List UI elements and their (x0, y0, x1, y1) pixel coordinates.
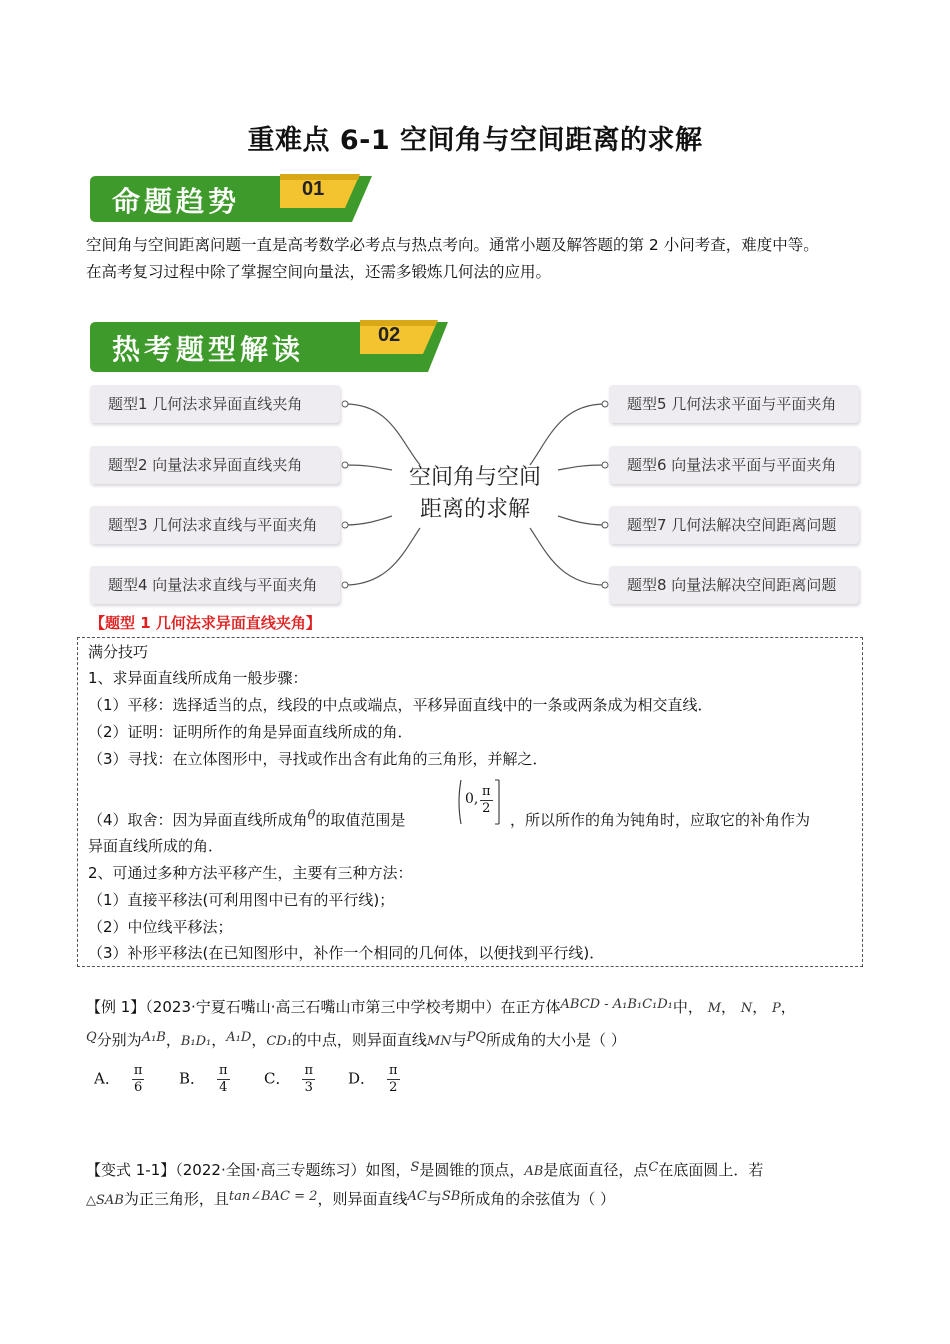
tips-line: （3）寻找：在立体图形中，寻找或作出含有此角的三角形，并解之． (88, 750, 548, 768)
mindmap-node-label: 题型3 几何法求直线与平面夹角 (108, 516, 318, 534)
option-d[interactable] (348, 1063, 400, 1096)
range-zero: 0, (465, 791, 479, 807)
point-C: C (648, 1160, 659, 1175)
point-Q: Q (86, 1030, 97, 1045)
variant1-line2 (86, 1189, 615, 1211)
seg-A1D: A₁D (226, 1030, 252, 1045)
seg-AB: AB (524, 1164, 544, 1179)
tips-text: 的取值范围是 (315, 811, 406, 829)
option-c[interactable] (264, 1063, 315, 1096)
variant1-line1 (86, 1160, 763, 1182)
frac-num: π (304, 1063, 314, 1078)
variant-text: 所成角的余弦值为（ ） (460, 1190, 616, 1208)
line-SB: SB (441, 1189, 461, 1204)
example1-line2 (86, 1030, 626, 1052)
range-fraction (480, 784, 493, 817)
tips-line: 2、可通过多种方法平移产生，主要有三种方法： (88, 864, 413, 882)
sep: ， (211, 1031, 227, 1049)
point-S: S (410, 1160, 420, 1175)
mindmap-node (90, 446, 340, 484)
seg-B1D1: B₁D₁ (180, 1034, 212, 1049)
tips-line: （2）中位线平移法； (88, 918, 233, 936)
frac-num: π (389, 1063, 398, 1078)
example-text: 与 (451, 1031, 467, 1049)
mindmap-node (609, 385, 859, 423)
variant-text: 是圆锥的顶点， (419, 1161, 525, 1179)
frac-den: 2 (482, 801, 491, 816)
variant-text: 在底面圆上．若 (658, 1161, 764, 1179)
frac-den: 6 (132, 1079, 145, 1096)
banner-number: 01 (302, 178, 325, 200)
intro-line: 在高考复习过程中除了掌握空间向量法，还需多锻炼几何法的应用。 (86, 263, 552, 281)
frac-den: 3 (302, 1079, 315, 1096)
tips-line: （2）证明：证明所作的角是异面直线所成的角． (88, 723, 413, 741)
option-fraction (132, 1063, 145, 1096)
mindmap-node (90, 566, 340, 604)
tips-text: （4）取舍：因为异面直线所成角 (88, 811, 308, 829)
option-a[interactable] (94, 1063, 144, 1096)
theta-symbol: θ (307, 808, 316, 823)
tips-line-range (88, 810, 405, 832)
option-label: D． (348, 1069, 376, 1088)
cube-notation: ABCD - A₁B₁C₁D₁ (560, 997, 673, 1012)
tips-line: （1）平移：选择适当的点，线段的中点或端点，平移异面直线中的一条或两条成为相交直线． (88, 696, 713, 714)
example-text: 分别为 (96, 1031, 142, 1049)
point-P: P (771, 1001, 781, 1016)
point-M: M (707, 1001, 722, 1016)
line-PQ: PQ (466, 1030, 487, 1045)
trend-banner (90, 174, 372, 224)
option-fraction (387, 1063, 400, 1096)
variant-text: ，则异面直线 (317, 1190, 408, 1208)
mindmap-node-label: 题型6 向量法求平面与平面夹角 (627, 456, 837, 474)
option-fraction (302, 1063, 315, 1096)
section-heading: 【题型 1 几何法求异面直线夹角】 (90, 614, 321, 632)
tips-box (77, 637, 863, 967)
frac-num: π (482, 784, 491, 799)
option-label: A． (94, 1069, 120, 1088)
seg-A1B: A₁B (141, 1030, 166, 1045)
tips-line: （1）直接平移法(可利用图中已有的平行线)； (88, 891, 395, 909)
option-b[interactable] (179, 1063, 230, 1096)
range-interval (456, 778, 506, 826)
variant-text: 【变式 1-1】（2022·全国·高三专题练习）如图， (86, 1161, 411, 1179)
variant-text: 与 (426, 1190, 442, 1208)
point-N: N (740, 1001, 753, 1016)
line-MN: MN (426, 1034, 452, 1049)
frac-den: 4 (217, 1079, 230, 1096)
example-text: 的中点，则异面直线 (291, 1031, 427, 1049)
example1-line1 (86, 997, 796, 1019)
variant-text: 为正三角形，且 (123, 1190, 229, 1208)
example-text: 【例 1】（2023·宁夏石嘴山·高三石嘴山市第三中学校考期中）在正方体 (86, 998, 561, 1016)
mindmap-node (609, 446, 859, 484)
frac-num: π (133, 1063, 143, 1078)
intro-line: 空间角与空间距离问题一直是高考数学必考点与热点考向。通常小题及解答题的第 2 小问考查，难度中等。 (86, 236, 819, 254)
tips-line: 异面直线所成的角． (88, 837, 224, 855)
tips-line: （3）补形平移法(在已知图形中，补作一个相同的几何体，以便找到平行线)． (88, 944, 605, 962)
mindmap-center-line: 距离的求解 (419, 497, 530, 522)
seg-CD1: CD₁ (266, 1034, 292, 1049)
line-AC: AC (407, 1189, 427, 1204)
tips-line: ，所以所作的角为钝角时，应取它的补角作为 (510, 811, 811, 829)
mindmap-center-line: 空间角与空间 (408, 465, 541, 490)
mindmap-node (609, 566, 859, 604)
tips-line: 1、求异面直线所成角一般步骤： (88, 669, 308, 687)
mindmap-node (90, 385, 340, 423)
triangle-SAB: △SAB (86, 1193, 124, 1208)
sep: ， (165, 1031, 181, 1049)
intro-paragraph (86, 232, 886, 286)
mindmap-node-label: 题型2 向量法求异面直线夹角 (108, 456, 303, 474)
page-title: 重难点 6-1 空间角与空间距离的求解 (247, 125, 703, 156)
mindmap-node-label: 题型7 几何法解决空间距离问题 (627, 516, 837, 534)
banner-number: 02 (378, 324, 401, 346)
banner-label: 热考题型解读 (112, 333, 305, 366)
hot-topics-banner (90, 320, 448, 374)
tan-expression: tan∠BAC = 2 (228, 1189, 318, 1204)
frac-den: 2 (387, 1079, 400, 1096)
mindmap-node-label: 题型1 几何法求异面直线夹角 (108, 395, 303, 413)
mindmap-node-label: 题型4 向量法求直线与平面夹角 (108, 576, 318, 594)
mindmap-center (395, 462, 555, 526)
sep: ， (780, 998, 796, 1016)
mindmap-node-label: 题型8 向量法解决空间距离问题 (627, 576, 837, 594)
sep: ， (721, 998, 737, 1016)
variant-text: 是底面直径，点 (543, 1161, 649, 1179)
mindmap-node-label: 题型5 几何法求平面与平面夹角 (627, 395, 837, 413)
mindmap-node (609, 506, 859, 544)
mindmap-node (90, 506, 340, 544)
sep: ， (251, 1031, 267, 1049)
option-label: C． (264, 1069, 291, 1088)
sep: ， (752, 998, 768, 1016)
tips-title: 满分技巧 (88, 643, 149, 661)
frac-num: π (219, 1063, 228, 1078)
example-text: 所成角的大小是（ ） (486, 1031, 626, 1049)
banner-label: 命题趋势 (112, 185, 241, 218)
option-label: B． (179, 1069, 206, 1088)
example-text: 中， (672, 998, 703, 1016)
option-fraction (217, 1063, 230, 1096)
